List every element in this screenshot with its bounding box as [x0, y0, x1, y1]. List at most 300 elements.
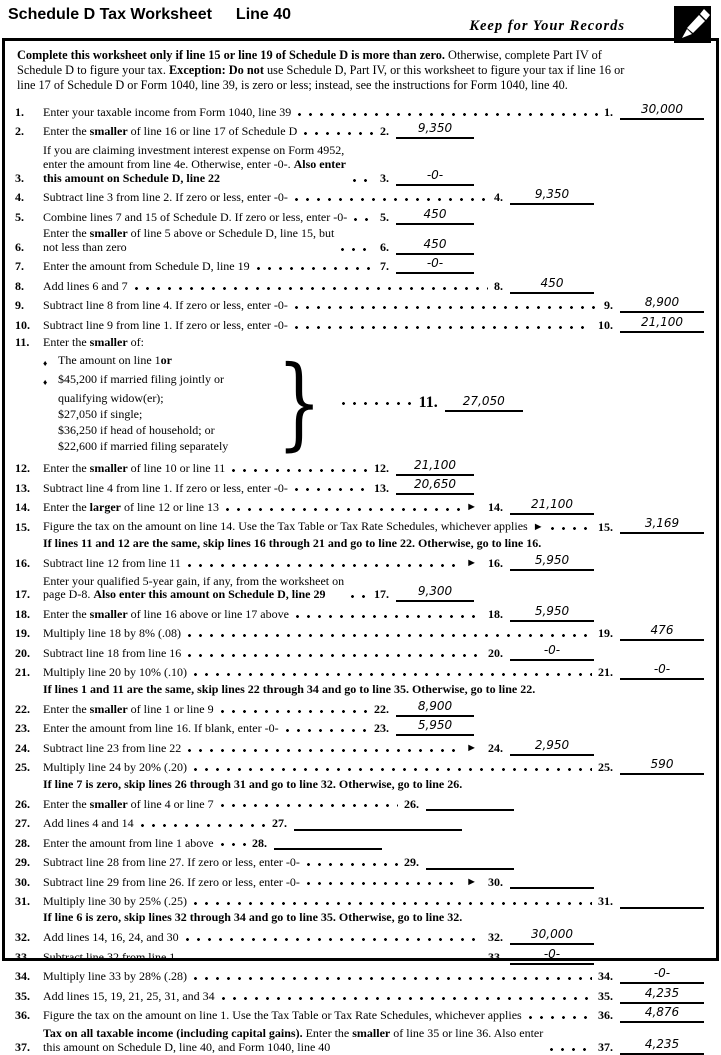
line-number: 4. — [15, 190, 24, 205]
line-number: 8. — [15, 278, 24, 293]
line-text — [43, 319, 288, 333]
bullet-icon: ♦ — [43, 357, 48, 368]
line-text — [43, 557, 181, 571]
amount-line-number: 8. — [494, 278, 503, 293]
dot-leader — [295, 610, 482, 620]
spacer — [474, 494, 706, 495]
amount-line-number: 30. — [488, 874, 503, 889]
amount-value[interactable]: -0- — [510, 644, 594, 661]
amount-value[interactable]: 30,000 — [620, 103, 704, 120]
amount-line-number: 5. — [380, 209, 389, 224]
amount-entry — [466, 554, 594, 571]
text-segment: Combine lines 7 and 15 of Schedule D. If zero or less, enter -0- — [43, 209, 348, 224]
amount-line-number: 13. — [374, 480, 389, 495]
worksheet-line-2 — [15, 122, 706, 139]
amount-value[interactable]: 27,050 — [445, 395, 523, 412]
text-segment: $22,600 if married filing separately — [58, 438, 229, 453]
text-segment: Subtract line 23 from line 22 — [43, 740, 182, 755]
amount-value[interactable]: 5,950 — [510, 554, 594, 571]
amount-entry — [494, 188, 594, 205]
amount-line-number: 27. — [272, 816, 287, 831]
line-text — [43, 1009, 522, 1023]
spacer — [474, 475, 706, 476]
line-text — [43, 876, 300, 890]
amount-value[interactable]: 9,350 — [510, 188, 594, 205]
line-text — [43, 895, 187, 909]
line-number: 18. — [15, 606, 30, 621]
line-number: 34. — [15, 969, 30, 984]
worksheet-line-28 — [15, 833, 706, 850]
worksheet-line-24 — [15, 739, 706, 756]
worksheet-line-29 — [15, 853, 706, 870]
line-text — [43, 647, 181, 661]
amount-line-number: 33. — [488, 949, 503, 964]
dot-leader — [193, 972, 592, 982]
spacer — [474, 716, 706, 717]
amount-entry — [374, 585, 474, 602]
text-segment: smaller — [89, 124, 128, 139]
text-segment: larger — [89, 500, 121, 515]
amount-line-number: 26. — [404, 796, 419, 811]
amount-value[interactable]: 4,235 — [620, 1038, 704, 1055]
spacer — [704, 774, 706, 775]
amount-line-number: 10. — [598, 317, 613, 332]
dot-leader — [187, 559, 460, 569]
text-segment: smaller — [352, 1026, 391, 1041]
dot-leader — [185, 933, 482, 943]
text-segment: Figure the tax on the amount on line 1. Use the Tax Table or Tax Rate Schedules, whichever applies — [43, 1008, 522, 1023]
text-segment: The amount on line 1 — [58, 352, 161, 367]
amount-line-number: 21. — [598, 665, 613, 680]
amount-entry — [374, 478, 474, 495]
amount-line-number: 18. — [488, 606, 503, 621]
dot-leader — [294, 321, 592, 331]
amount-line-number: 23. — [374, 721, 389, 736]
spacer — [594, 944, 706, 945]
worksheet-line-23 — [15, 719, 706, 736]
worksheet-line-17 — [15, 575, 706, 603]
line-text — [43, 191, 288, 205]
line-number: 15. — [15, 519, 30, 534]
text-segment: Add lines 6 and 7 — [43, 278, 128, 293]
dot-leader — [294, 483, 368, 493]
spacer — [704, 908, 706, 909]
amount-entry — [404, 853, 514, 870]
spacer — [474, 224, 706, 225]
line-text — [43, 817, 134, 831]
spacer — [474, 254, 706, 255]
amount-entry — [380, 208, 474, 225]
line-number: 20. — [15, 645, 30, 660]
worksheet-line-27 — [15, 814, 706, 831]
dot-leader — [285, 724, 368, 734]
line-text — [43, 336, 144, 350]
bullet-icon: ♦ — [43, 376, 48, 387]
amount-value[interactable]: -0- — [396, 257, 474, 274]
line-number: 30. — [15, 874, 30, 889]
worksheet-line-22 — [15, 700, 706, 717]
amount-value[interactable]: 8,900 — [396, 700, 474, 717]
amount-line-number: 16. — [488, 555, 503, 570]
amount-value[interactable]: 590 — [620, 758, 704, 775]
arrow-icon: ► — [466, 501, 477, 514]
spacer — [474, 735, 706, 736]
dot-leader — [352, 174, 374, 184]
page-title: Schedule D Tax Worksheet — [8, 6, 212, 23]
worksheet-line-7 — [15, 257, 706, 274]
spacer — [382, 849, 706, 850]
text-segment: Otherwise, complete Part IV of — [444, 48, 602, 62]
amount-entry — [380, 238, 474, 255]
line-number: 10. — [15, 317, 30, 332]
amount-line-number: 37. — [598, 1039, 613, 1054]
text-segment: of line 4 or line 7 — [127, 796, 214, 811]
choice-option-line — [43, 438, 277, 454]
dot-leader — [220, 705, 368, 715]
line-text — [43, 227, 334, 255]
amount-value[interactable]: -0- — [620, 967, 704, 984]
choice-option-line — [43, 406, 277, 422]
worksheet-line-3 — [15, 144, 706, 185]
worksheet-line-35 — [15, 987, 706, 1004]
instruction-note: If line 6 is zero, skip lines 32 through 34 and go to line 35. Otherwise, go to line 32. — [43, 910, 463, 925]
worksheet-line-16 — [15, 554, 706, 571]
text-segment: Add lines 15, 19, 21, 25, 31, and 34 — [43, 988, 215, 1003]
page-header — [8, 6, 713, 36]
line-number: 11. — [15, 334, 30, 349]
amount-value[interactable]: -0- — [510, 948, 594, 965]
text-segment: Subtract line 9 from line 1. If zero or less, enter -0- — [43, 317, 288, 332]
dot-leader — [181, 953, 482, 963]
worksheet-line-31 — [15, 892, 706, 909]
amount-value[interactable]: 5,950 — [510, 605, 594, 622]
text-segment: Enter the — [43, 606, 90, 621]
amount-entry — [598, 892, 704, 909]
line-number: 14. — [15, 500, 30, 515]
amount-line-number: 9. — [604, 298, 613, 313]
amount-value[interactable] — [510, 872, 594, 889]
amount-entry — [488, 928, 594, 945]
worksheet-line-10 — [15, 316, 706, 333]
dot-leader — [294, 193, 488, 203]
dot-leader — [221, 992, 592, 1002]
amount-entry — [598, 1038, 704, 1055]
choice-options — [43, 352, 277, 454]
dot-leader — [294, 301, 598, 311]
amount-value[interactable]: 5,950 — [396, 719, 474, 736]
worksheet-line-34 — [15, 967, 706, 984]
spacer — [704, 1022, 706, 1023]
text-segment: of line 10 or line 11 — [127, 461, 226, 476]
dot-leader — [220, 799, 398, 809]
dot-leader — [134, 282, 488, 292]
worksheet-line-15 — [15, 517, 706, 534]
amount-line-number: 24. — [488, 740, 503, 755]
worksheet-line-13 — [15, 478, 706, 495]
amount-value[interactable]: 450 — [396, 208, 474, 225]
text-segment: Enter the — [43, 124, 90, 139]
line-text — [43, 970, 187, 984]
dot-leader — [256, 262, 374, 272]
choice-option-line — [43, 352, 277, 371]
line-number: 31. — [15, 894, 30, 909]
amount-value[interactable]: 4,235 — [620, 987, 704, 1004]
amount-line-number: 28. — [252, 835, 267, 850]
dot-leader — [140, 819, 266, 829]
amount-value[interactable]: 4,876 — [620, 1006, 704, 1023]
amount-entry — [598, 1006, 704, 1023]
text-segment: Multiply line 30 by 25% (.25) — [43, 894, 187, 909]
text-segment: Enter the amount from Schedule D, line 19 — [43, 259, 250, 274]
line-number: 22. — [15, 701, 30, 716]
line-number: 28. — [15, 835, 30, 850]
choice-block — [43, 343, 706, 461]
amount-entry — [380, 122, 474, 139]
line-text — [43, 742, 181, 756]
spacer — [514, 869, 706, 870]
amount-line-number: 20. — [488, 645, 503, 660]
line-number: 32. — [15, 930, 30, 945]
dot-leader — [187, 649, 482, 659]
amount-entry — [380, 169, 474, 186]
amount-value[interactable] — [426, 794, 514, 811]
spacer — [474, 185, 706, 186]
text-segment: or — [160, 352, 172, 367]
dot-leader — [297, 108, 598, 118]
worksheet-line-25 — [15, 758, 706, 775]
text-segment: Enter the amount from line 16. If blank, enter -0- — [43, 721, 279, 736]
spacer — [704, 312, 706, 313]
line-number: 37. — [15, 1039, 30, 1054]
text-segment: Figure the tax on the amount on line 14. Use the Tax Table or Tax Rate Schedules, whichever applies — [43, 518, 528, 533]
dot-leader — [350, 590, 368, 600]
text-segment: this amount on Schedule D, line 22 — [43, 170, 221, 185]
line-number: 26. — [15, 796, 30, 811]
amount-entry — [374, 719, 474, 736]
spacer — [594, 621, 706, 622]
spacer — [594, 660, 706, 661]
dot-leader — [187, 629, 592, 639]
text-segment: Enter the amount from line 1 above — [43, 835, 214, 850]
line-text — [43, 1027, 543, 1055]
amount-line-number: 29. — [404, 855, 419, 870]
amount-line-number: 34. — [598, 969, 613, 984]
text-segment: Enter your qualified 5-year gain, if any, from the worksheet on — [43, 573, 345, 588]
line-text — [43, 722, 279, 736]
dot-leader — [225, 503, 460, 513]
line-text — [43, 299, 288, 313]
amount-value[interactable]: 21,100 — [620, 316, 704, 333]
amount-value[interactable] — [426, 853, 514, 870]
amount-line-number: 6. — [380, 239, 389, 254]
line-number: 27. — [15, 816, 30, 831]
amount-value[interactable] — [294, 814, 462, 831]
line-number: 13. — [15, 480, 30, 495]
text-segment: Enter the — [302, 1026, 353, 1041]
worksheet-line-37 — [15, 1027, 706, 1055]
amount-value[interactable]: 450 — [510, 277, 594, 294]
line-text — [43, 106, 291, 120]
text-segment: Multiply line 20 by 10% (.10) — [43, 665, 187, 680]
amount-line-number: 14. — [488, 500, 503, 515]
line-number: 19. — [15, 626, 30, 641]
amount-value[interactable]: 21,100 — [396, 459, 474, 476]
text-segment: Exception: Do not — [168, 63, 264, 78]
line-number: 36. — [15, 1008, 30, 1023]
amount-entry — [604, 103, 704, 120]
instruction-note: If lines 1 and 11 are the same, skip lines 22 through 34 and go to line 35. Otherwise, go to line 22. — [43, 681, 536, 696]
line-number: 25. — [15, 760, 30, 775]
text-segment: smaller — [89, 606, 128, 621]
amount-line-number: 3. — [380, 170, 389, 185]
amount-entry — [598, 517, 704, 534]
spacer — [462, 830, 706, 831]
spacer — [704, 640, 706, 641]
text-segment: of line 1 or line 9 — [127, 701, 214, 716]
amount-entry — [488, 644, 594, 661]
line-text — [43, 627, 181, 641]
text-segment: smaller — [89, 334, 128, 349]
line-number: 24. — [15, 740, 30, 755]
amount-value[interactable]: 450 — [396, 238, 474, 255]
worksheet-line-32 — [15, 928, 706, 945]
amount-entry — [374, 700, 474, 717]
amount-entry — [374, 459, 474, 476]
worksheet-line-21 — [15, 663, 706, 680]
arrow-icon: ► — [532, 520, 544, 533]
amount-value[interactable]: 30,000 — [510, 928, 594, 945]
amount-value[interactable]: 9,300 — [396, 585, 474, 602]
spacer — [704, 1003, 706, 1004]
worksheet-line-6 — [15, 227, 706, 255]
amount-entry — [466, 498, 594, 515]
amount-line-number: 19. — [598, 626, 613, 641]
spacer — [594, 755, 706, 756]
spacer — [704, 533, 706, 534]
amount-entry — [466, 739, 594, 756]
text-segment: Also enter — [293, 156, 346, 171]
text-segment: use Schedule D, Part IV, or this worksheet to figure your tax if line 16 or — [263, 63, 625, 78]
brace-glyph: } — [277, 343, 322, 461]
dot-leader — [193, 668, 592, 678]
amount-value[interactable]: 20,650 — [396, 478, 474, 495]
amount-value[interactable]: -0- — [620, 663, 704, 680]
amount-value[interactable] — [620, 892, 704, 909]
text-segment: enter the amount from line 4e. Otherwise, enter -0-. — [43, 156, 294, 171]
line-text — [43, 666, 187, 680]
amount-value[interactable]: 476 — [620, 624, 704, 641]
amount-entry — [488, 948, 594, 965]
line-number: 2. — [15, 124, 24, 139]
text-segment: $36,250 if head of household; or — [58, 422, 215, 437]
spacer — [594, 964, 706, 965]
line-text — [43, 144, 346, 185]
line-text — [43, 703, 214, 717]
amount-value[interactable]: 21,100 — [510, 498, 594, 515]
amount-entry — [494, 277, 594, 294]
line-text — [43, 482, 288, 496]
line-text — [43, 125, 297, 139]
line-text — [43, 501, 219, 515]
text-segment: Add lines 14, 16, 24, and 30 — [43, 930, 179, 945]
amount-entry — [598, 624, 704, 641]
spacer — [474, 273, 706, 274]
text-segment: Tax on all taxable income (including capital gains). — [43, 1026, 303, 1041]
amount-entry — [598, 663, 704, 680]
line-reference: Line 40 — [235, 6, 292, 23]
instruction-note: If lines 11 and 12 are the same, skip lines 16 through 21 and go to line 22. Otherwise, go to line 16. — [43, 535, 542, 550]
dot-leader — [231, 464, 368, 474]
amount-value[interactable]: 9,350 — [396, 122, 474, 139]
dot-leader — [220, 838, 246, 848]
text-segment: Subtract line 28 from line 27. If zero or less, enter -0- — [43, 855, 300, 870]
spacer — [474, 138, 706, 139]
worksheet-line-5 — [15, 208, 706, 225]
line-text — [43, 951, 175, 965]
text-segment: Enter your taxable income from Form 1040, line 39 — [43, 104, 292, 119]
amount-line-number: 22. — [374, 701, 389, 716]
amount-line-number: 2. — [380, 124, 389, 139]
worksheet-line-9 — [15, 296, 706, 313]
line-number: 6. — [15, 239, 24, 254]
worksheet-line-33 — [15, 948, 706, 965]
line-number: 12. — [15, 461, 30, 476]
line-text — [43, 608, 289, 622]
spacer — [704, 679, 706, 680]
line-number: 5. — [15, 209, 24, 224]
line-text — [43, 520, 544, 535]
text-segment: of: — [127, 334, 144, 349]
worksheet-line-19 — [15, 624, 706, 641]
amount-value[interactable]: -0- — [396, 169, 474, 186]
line-number: 17. — [15, 587, 30, 602]
worksheet-line-26 — [15, 794, 706, 811]
amount-line-number: 15. — [598, 519, 613, 534]
amount-entry — [598, 758, 704, 775]
amount-line-number: 4. — [494, 190, 503, 205]
text-segment: $27,050 if single; — [58, 406, 143, 421]
line-text — [43, 931, 179, 945]
dot-leader — [353, 213, 374, 223]
amount-entry — [604, 296, 704, 313]
worksheet-rows — [15, 103, 706, 1055]
dot-leader — [306, 858, 398, 868]
amount-value[interactable]: 2,950 — [510, 739, 594, 756]
choice-option-line — [43, 422, 277, 438]
amount-value[interactable] — [274, 833, 382, 850]
line-text — [43, 990, 215, 1004]
amount-value[interactable]: 8,900 — [620, 296, 704, 313]
amount-line-number: 1. — [604, 104, 613, 119]
intro-paragraph — [17, 48, 704, 94]
amount-line-number: 31. — [598, 894, 613, 909]
line-text — [43, 211, 347, 225]
dot-leader — [550, 522, 592, 532]
arrow-icon: ► — [466, 875, 477, 888]
dot-leader — [549, 1043, 592, 1053]
text-segment: If you are claiming investment interest expense on Form 4952, — [43, 143, 345, 158]
text-segment: of line 5 above or Schedule D, line 15, but — [127, 226, 335, 240]
spacer — [594, 570, 706, 571]
text-segment: this amount on Schedule D, line 40, and Form 1040, line 40 — [43, 1039, 331, 1054]
text-segment: smaller — [89, 226, 128, 240]
amount-entry — [488, 605, 594, 622]
line-text — [43, 462, 225, 476]
worksheet-line-8 — [15, 277, 706, 294]
amount-value[interactable]: 3,169 — [620, 517, 704, 534]
spacer — [704, 332, 706, 333]
text-segment: Subtract line 4 from line 1. If zero or less, enter -0- — [43, 480, 288, 495]
